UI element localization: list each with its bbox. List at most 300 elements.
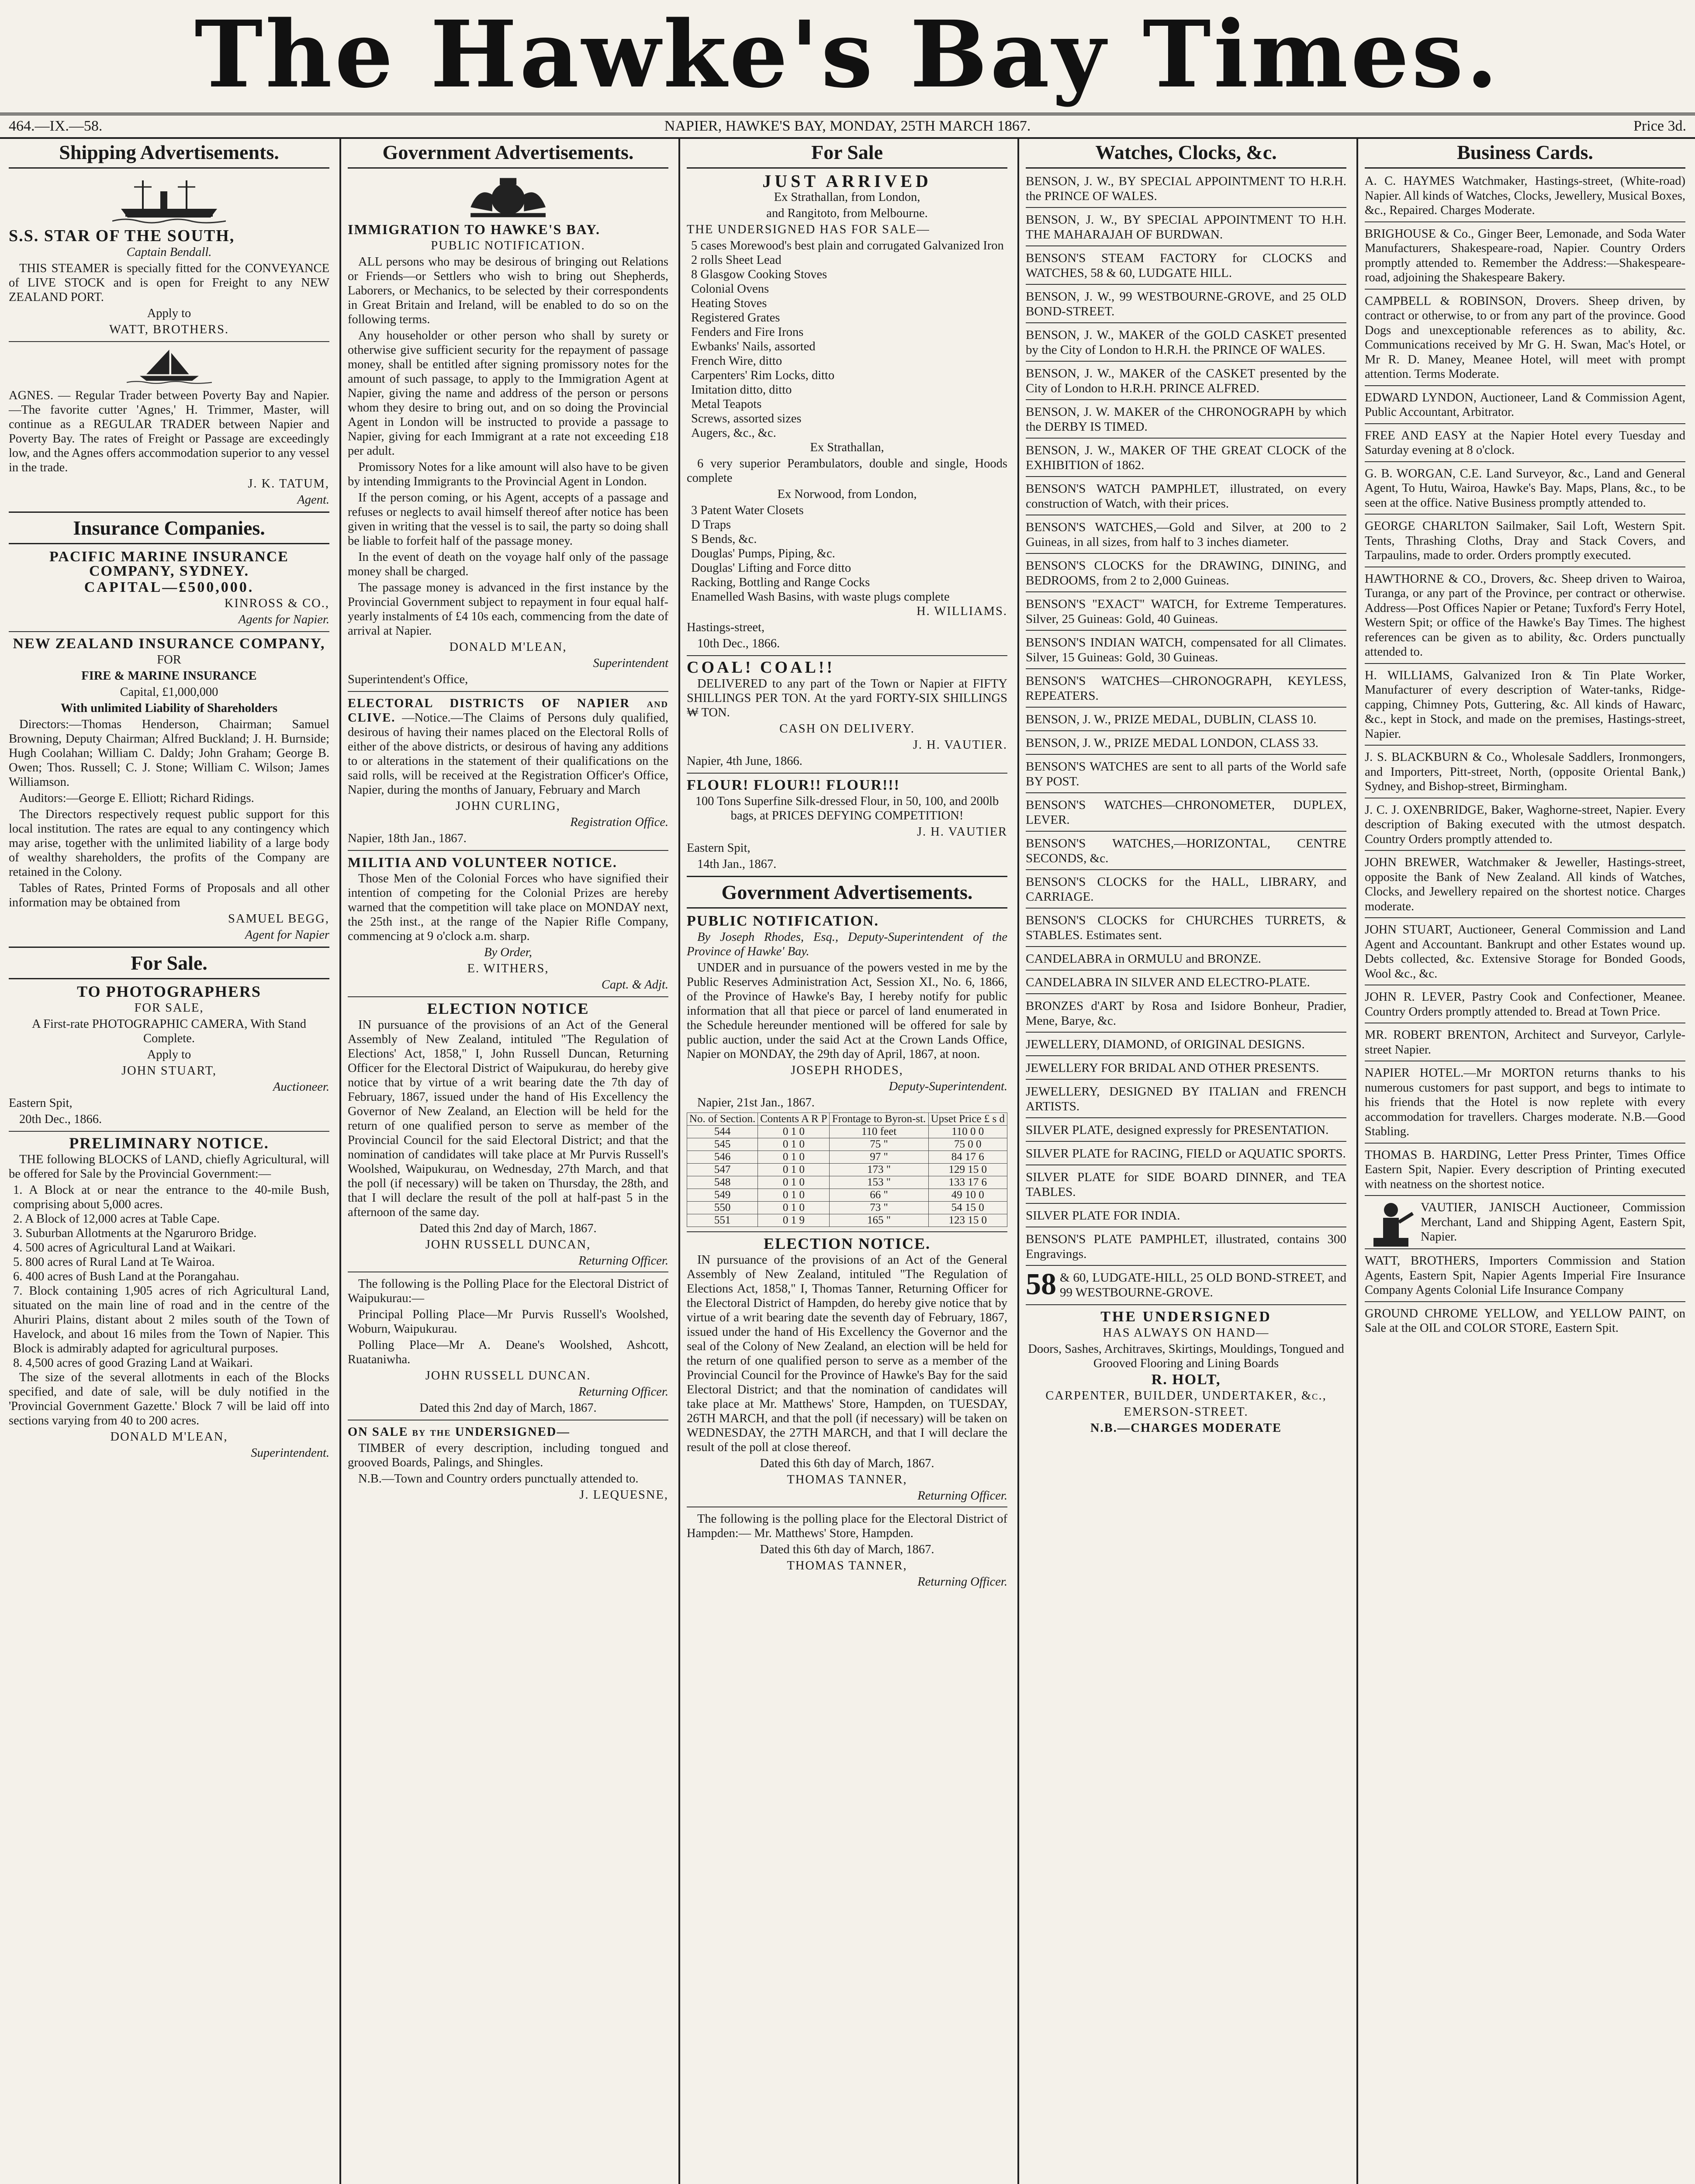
list-item: THOMAS B. HARDING, Letter Press Printer, Times Office Eastern Spit, Napier. Every description of Printing executed with neatness on the shortest notice. — [1365, 1148, 1685, 1191]
ad-byline: By Joseph Rhodes, Esq., Deputy-Superintendent of the Province of Hawke' Bay. — [687, 930, 1007, 958]
divider — [687, 773, 1007, 774]
list-item: 5 cases Morewood's best plain and corrugated Galvanized Iron — [691, 239, 1004, 252]
table-cell: 129 15 0 — [928, 1164, 1007, 1176]
newspaper-title: The Hawke's Bay Times. — [194, 0, 1501, 108]
list-item: 1. A Block at or near the entrance to the 40-mile Bush, comprising about 5,000 acres. — [13, 1183, 329, 1211]
list-item: WATT, BROTHERS, Importers Commission and Station Agents, Eastern Spit, Napier Agents Imperial Fire Insurance Company Agents Colonial Life Insurance Company — [1365, 1254, 1685, 1297]
ad-line: With unlimited Liability of Shareholders — [60, 702, 278, 715]
list-item: BENSON'S WATCHES are sent to all parts of the World safe BY POST. — [1026, 760, 1346, 788]
table-cell: 73 " — [830, 1202, 928, 1214]
divider — [9, 1131, 329, 1132]
table-cell: 547 — [687, 1164, 758, 1176]
list-item: BRIGHOUSE & Co., Ginger Beer, Lemonade, and Soda Water Manufacturers, Shakespeare-road, Napier. Country Orders promptly attended to. Remember the Address:—Shakespeare-road, adjoining the Shakespeare Bakery. — [1365, 227, 1685, 284]
list-item: 8 Glasgow Cooking Stoves — [691, 268, 827, 281]
ad-line: Capital, £1,000,000 — [120, 685, 218, 699]
ad-line: By Order, — [484, 946, 532, 959]
table-cell: 0 1 0 — [758, 1138, 830, 1151]
ad-title: COAL! COAL!! — [687, 658, 835, 677]
divider — [348, 850, 668, 851]
ad-signature-role: Registration Office. — [570, 816, 668, 829]
ad-signature: H. WILLIAMS. — [917, 605, 1007, 618]
ad-timber-sale — [348, 1425, 668, 1502]
ad-body: —Notice.—The Claims of Persons duly qualified, desirous of having their names placed on the Electoral Rolls of either of the above districts, or desirous of having any additions to or alterations in the statement of their qualifications on the said rolls, will be received at the Registration Officer's Office, Napier, during the months of January, February and March — [348, 711, 668, 797]
issue-number: 464.—IX.—58. — [9, 118, 103, 134]
table-cell: 49 10 0 — [928, 1189, 1007, 1202]
ad-trade: CARPENTER, BUILDER, UNDERTAKER, &c., — [1045, 1389, 1327, 1403]
ad-line: FOR — [157, 653, 181, 667]
ad-signature: J. K. TATUM, — [248, 477, 329, 491]
list-item: 4. 500 acres of Agricultural Land at Waikari. — [13, 1241, 236, 1254]
ad-line: and Rangitoto, from Melbourne. — [766, 207, 928, 220]
ad-signature-role: Superintendent. — [251, 1446, 329, 1460]
divider — [687, 1231, 1007, 1232]
column-shipping — [3, 139, 336, 2184]
list-item: Enamelled Wash Basins, with waste plugs complete — [691, 590, 950, 604]
ad-signature: JOHN RUSSELL DUNCAN. — [425, 1369, 591, 1382]
ad-signature: DONALD M'LEAN, — [449, 640, 567, 654]
table-cell: 110 0 0 — [928, 1126, 1007, 1138]
table-header-row — [687, 1113, 1007, 1126]
list-item: J. S. BLACKBURN & Co., Wholesale Saddlers, Ironmongers, and Importers, Pitt-street, North, (opposite Oriental Bank,) Sydney, and Bishop-street, Birmingham. — [1365, 750, 1685, 793]
list-item: CAMPBELL & ROBINSON, Drovers. Sheep driven, by contract or otherwise, to or from any part of the province. Good Dogs and unexceptionable references as to ability, &c. Communications received by Mr G. H. Swan, Mac's Hotel, or Mr R. D. Maney, Meanee Hotel, will meet with prompt attention. Terms Moderate. — [1365, 294, 1685, 381]
ad-signature: KINROSS & CO., — [224, 597, 329, 610]
ad-signature: E. WITHERS, — [467, 962, 549, 975]
ad-body: IN pursuance of the provisions of an Act of the General Assembly of New Zealand, intituled "The Regulation of Elections' Act, 1858," I, John Russell Duncan, Returning Officer for the Electoral District of Waipukurau, do hereby give notice that by virtue of a writ bearing date the 7th day of February, 1867, issued under the hand of His Excellency the Governor of New Zealand, an Election will be held for the return of one qualified person to serve as member of the Provincial Council for the said Electoral District; and that the nomination of candidates will take place at Mr Purvis Russell's Woolshed, Waipukurau, on Wednesday, 27th March, and that the poll (if necessary) will be taken on Thursday, the 28th, and that I will declare the result of the poll at half-past 5 in the afternoon of the same day. — [348, 1018, 668, 1219]
list-item: SILVER PLATE for RACING, FIELD or AQUATIC SPORTS. — [1026, 1147, 1346, 1161]
address-number: 58 — [1026, 1270, 1056, 1300]
table-row — [687, 1176, 1007, 1189]
table-header: No. of Section. — [687, 1113, 758, 1126]
land-blocks-list — [9, 1183, 329, 1370]
table-cell: 165 " — [830, 1214, 928, 1227]
section-header-watches: Watches, Clocks, &c. — [1026, 139, 1346, 169]
ad-body: THE following BLOCKS of LAND, chiefly Agricultural, will be offered for Sale by the Provincial Government:— — [9, 1153, 329, 1181]
ad-title: IMMIGRATION TO HAWKE'S BAY. — [348, 221, 600, 237]
ad-body: AGNES. — Regular Trader between Poverty Bay and Napier.—The favorite cutter 'Agnes,' H. Trimmer, Master, will continue as a REGULAR TRADER between Napier and Poverty Bay. The rates of Freight or Passage are exceedingly low, and the Agnes offers accommodation superior to any vessel in the trade. — [9, 389, 329, 474]
ad-election-notice-waipukurau — [348, 1002, 668, 1415]
ad-line: Ex Strathallan, from London, — [774, 190, 920, 204]
table-cell: 97 " — [830, 1151, 928, 1164]
ad-body: The following is the polling place for the Electoral District of Hampden:— Mr. Matthews' Store, Hampden. — [687, 1512, 1007, 1540]
table-cell: 153 " — [830, 1176, 928, 1189]
table-cell: 546 — [687, 1151, 758, 1164]
column-government — [342, 139, 675, 2184]
ad-date: Dated this 6th day of March, 1867. — [760, 1543, 934, 1556]
list-item: BENSON'S CLOCKS for the DRAWING, DINING, and BEDROOMS, from 2 to 2,000 Guineas. — [1026, 559, 1346, 587]
ad-date: 14th Jan., 1867. — [697, 857, 777, 871]
column-rule — [1356, 139, 1358, 2184]
ad-signature: THOMAS TANNER, — [787, 1473, 907, 1486]
ad-body: UNDER and in pursuance of the powers vested in me by the Public Reserves Administration Act, Session XI., No. 6, 1866, of the Province of Hawke's Bay, I hereby notify for public information that all that piece or parcel of land enumerated in the Schedule hereunder mentioned will be offered for sale by public auction, under the said Act at the Crown Lands Office, Napier on MONDAY, the 29th day of April, 1867, at noon. — [687, 961, 1007, 1061]
ad-body: N.B.—Town and Country orders punctually attended to. — [358, 1472, 639, 1486]
section-header-for-sale: For Sale. — [9, 947, 329, 979]
table-header: Frontage to Byron-st. — [830, 1113, 928, 1126]
ad-body: The passage money is advanced in the first instance by the Provincial Government subject to repayment in four equal half-yearly instalments of £4 10s each, commencing from the date of arrival at Napier. — [348, 581, 668, 638]
ad-body: IN pursuance of the provisions of an Act of the General Assembly of New Zealand, intituled "The Regulation of Elections Act, 1858," I, Thomas Tanner, Returning Officer for the Electoral District of Hampden, do hereby give notice that by virtue of a writ bearing date the seventh day of February, 1867, issued under the hand of His Excellency the Governor and the seal of the Colony of New Zealand, an election will be held for the return of one qualified person to serve as a member of the Provincial Council for the Province of Hawke's Bay for the said Electoral District; and that the nomination of candidates will take place at Mr. Matthews' Store, Hampden, on TUESDAY, 26TH MARCH, and that the poll (if necessary) will be taken on WEDNESDAY, the 27TH MARCH, and that I will declare the result of the poll at close thereof. — [687, 1253, 1007, 1454]
ad-title: JUST ARRIVED — [762, 171, 932, 191]
table-cell: 0 1 0 — [758, 1151, 830, 1164]
list-item: 2 rolls Sheet Lead — [691, 253, 782, 267]
ad-line: THE UNDERSIGNED HAS FOR SALE— — [687, 223, 930, 236]
sections-table — [687, 1113, 1007, 1227]
ad-line: 6 very superior Perambulators, double and single, Hoods complete — [687, 457, 1007, 485]
list-item: 3. Suburban Allotments at the Ngaruroro Bridge. — [13, 1227, 257, 1240]
ad-signature-role: Returning Officer. — [578, 1254, 668, 1268]
ad-address: EMERSON-STREET. — [1124, 1405, 1249, 1419]
list-item: BENSON'S "EXACT" WATCH, for Extreme Temperatures. Silver, 25 Guineas: Gold, 40 Guineas. — [1026, 597, 1346, 626]
list-item: H. WILLIAMS, Galvanized Iron & Tin Plate Worker, Manufacturer of every description of Water-tanks, Ridge-capping, Chimney Pots, Guttering, &c. All kinds of Hawarc, &c., kept in Stock, and made on the premises, Hastings-street, Napier. — [1365, 668, 1685, 741]
address-text: & 60, LUDGATE-HILL, 25 OLD BOND-STREET, and 99 WESTBOURNE-GROVE. — [1060, 1271, 1346, 1299]
table-row — [687, 1202, 1007, 1214]
ad-holt — [1026, 1310, 1346, 1435]
ad-title: THE UNDERSIGNED — [1100, 1309, 1272, 1325]
list-item: Douglas' Lifting and Force ditto — [691, 561, 851, 575]
ad-militia-notice — [348, 855, 668, 992]
list-item: BENSON'S INDIAN WATCH, compensated for all Climates. Silver, 15 Guineas: Gold, 30 Guineas. — [1026, 636, 1346, 664]
list-item: 2. A Block of 12,000 acres at Table Cape. — [13, 1212, 220, 1226]
divider — [687, 655, 1007, 656]
table-row — [687, 1214, 1007, 1227]
table-cell: 123 15 0 — [928, 1214, 1007, 1227]
list-item: BENSON'S STEAM FACTORY for CLOCKS and WATCHES, 58 & 60, LUDGATE HILL. — [1026, 251, 1346, 280]
ad-date: Napier, 21st Jan., 1867. — [697, 1096, 815, 1109]
ad-date: 10th Dec., 1866. — [697, 637, 780, 650]
section-header-insurance: Insurance Companies. — [9, 511, 329, 544]
ad-title: NEW ZEALAND INSURANCE COMPANY, — [13, 636, 325, 652]
list-item: BENSON, J. W., MAKER of the GOLD CASKET presented by the City of London to H.R.H. the PRINCE OF WALES. — [1026, 328, 1346, 357]
ad-line: Ex Strathallan, — [810, 441, 884, 454]
ad-signature: SAMUEL BEGG, — [228, 912, 329, 926]
ad-body: Promissory Notes for a like amount will also have to be given by intending Immigrants to the Provincial Agent in London. — [348, 460, 668, 488]
list-item: BENSON, J. W., BY SPECIAL APPOINTMENT TO H.H. THE MAHARAJAH OF BURDWAN. — [1026, 213, 1346, 242]
list-item: SILVER PLATE for SIDE BOARD DINNER, and TEA TABLES. — [1026, 1170, 1346, 1199]
list-item: 5. 800 acres of Rural Land at Te Wairoa. — [13, 1255, 215, 1269]
ad-signature-role: Capt. & Adjt. — [601, 978, 668, 992]
ad-body: Polling Place—Mr A. Deane's Woolshed, Ashcott, Ruataniwha. — [348, 1338, 668, 1366]
list-item: G. B. WORGAN, C.E. Land Surveyor, &c., Land and General Agent, To Hutu, Wairoa, Hawke's Bay. Maps, Plans, &c., to be seen at the office. Native Business promptly attended to. — [1365, 467, 1685, 510]
ad-apply: Apply to — [147, 307, 191, 320]
ad-capital: CAPITAL—£500,000. — [84, 579, 254, 595]
ad-title: S.S. STAR OF THE SOUTH, — [9, 227, 235, 245]
ad-signature: THOMAS TANNER, — [787, 1559, 907, 1572]
business-cards — [1365, 174, 1685, 1336]
table-cell: 0 1 0 — [758, 1176, 830, 1189]
list-item: BENSON'S CLOCKS for the HALL, LIBRARY, and CARRIAGE. — [1026, 875, 1346, 904]
table-row — [687, 1126, 1007, 1138]
ad-place: Eastern Spit, — [9, 1096, 73, 1110]
list-item: BENSON'S CLOCKS for CHURCHES TURRETS, & STABLES. Estimates sent. — [1026, 913, 1346, 942]
list-item: BENSON'S WATCHES—CHRONOGRAPH, KEYLESS, REPEATERS. — [1026, 674, 1346, 703]
table-cell: 549 — [687, 1189, 758, 1202]
table-cell: 75 0 0 — [928, 1138, 1007, 1151]
ad-just-arrived — [687, 171, 1007, 651]
ad-agnes — [9, 388, 329, 507]
ad-pacific-marine — [9, 549, 329, 627]
ad-subtitle: PUBLIC NOTIFICATION. — [431, 239, 585, 252]
list-item: BENSON, J. W., MAKER OF THE GREAT CLOCK of the EXHIBITION of 1862. — [1026, 443, 1346, 472]
ad-signature: J. H. VAUTIER. — [913, 738, 1007, 752]
column-rule — [339, 139, 341, 2184]
ad-signature-role: Superintendent — [593, 657, 668, 670]
divider — [348, 996, 668, 997]
list-item: GROUND CHROME YELLOW, and YELLOW PAINT, on Sale at the OIL and COLOR STORE, Eastern Spit. — [1365, 1306, 1685, 1335]
table-cell: 550 — [687, 1202, 758, 1214]
list-item: JEWELLERY, DESIGNED BY ITALIAN and FRENCH ARTISTS. — [1026, 1085, 1346, 1113]
list-item: FREE AND EASY at the Napier Hotel every Tuesday and Saturday evening at 8 o'clock. — [1365, 429, 1685, 457]
ad-place: Eastern Spit, — [687, 841, 751, 855]
ad-body: THIS STEAMER is specially fitted for the CONVEYANCE of LIVE STOCK and is open for Freight to any NEW ZEALAND PORT. — [9, 262, 329, 304]
list-item: SILVER PLATE FOR INDIA. — [1026, 1209, 1180, 1223]
list-item: D Traps — [691, 518, 731, 532]
section-header-for-sale: For Sale — [687, 139, 1007, 169]
ad-star-of-the-south — [9, 229, 329, 337]
ad-body: The size of the several allotments in each of the Blocks specified, and date of sale, will be duly notified in the 'Provincial Government Gazette.' Block 7 will be laid off into sections varying from 40 to 200 acres. — [9, 1371, 329, 1427]
ad-place: Superintendent's Office, — [348, 673, 468, 686]
list-item: S Bends, &c. — [691, 532, 757, 546]
list-item: Imitation ditto, ditto — [691, 383, 792, 397]
list-item: CANDELABRA IN SILVER AND ELECTRO-PLATE. — [1026, 975, 1310, 989]
column-rule — [678, 139, 680, 2184]
list-item: Fenders and Fire Irons — [691, 325, 804, 339]
ad-coal — [687, 660, 1007, 768]
list-item: 8. 4,500 acres of good Grazing Land at Waikari. — [13, 1356, 253, 1370]
ad-new-zealand-insurance — [9, 636, 329, 942]
ad-date: Napier, 18th Jan., 1867. — [348, 832, 467, 845]
ad-photographers — [9, 985, 329, 1127]
ad-apply: Apply to — [147, 1048, 191, 1061]
list-item: French Wire, ditto — [691, 354, 782, 368]
watch-ads — [1026, 174, 1346, 1300]
list-item: CANDELABRA in ORMULU and BRONZE. — [1026, 952, 1261, 966]
list-item: Ewbanks' Nails, assorted — [691, 340, 816, 353]
list-item: Screws, assorted sizes — [691, 412, 802, 425]
ad-body: DELIVERED to any part of the Town or Napier at FIFTY SHILLINGS PER TON. At the yard FORTY-SIX SHILLINGS ₩ TON. — [687, 677, 1007, 719]
ad-title: ON SALE by the UNDERSIGNED— — [348, 1425, 570, 1439]
ad-subtitle: Captain Bendall. — [126, 245, 212, 259]
list-item: JOHN STUART, Auctioneer, General Commission and Land Agent and Accountant. Bankrupt and other Estates wound up. Debts collected, &c. Extensive Storage for Bonded Goods, Wool &c., &c. — [1365, 923, 1685, 981]
table-cell: 545 — [687, 1138, 758, 1151]
ad-auditors: Auditors:—George E. Elliott; Richard Ridings. — [19, 791, 254, 805]
ad-date: Dated this 6th day of March, 1867. — [760, 1457, 934, 1470]
table-cell: 0 1 0 — [758, 1202, 830, 1214]
ad-line: FIRE & MARINE INSURANCE — [81, 669, 257, 683]
ad-immigration — [348, 222, 668, 687]
list-item: VAUTIER, JANISCH Auctioneer, Commission Merchant, Land and Shipping Agent, Eastern Spit, Napier. — [1421, 1201, 1685, 1244]
list-item: SILVER PLATE, designed expressly for PRESENTATION. — [1026, 1123, 1329, 1137]
ad-signature: R. HOLT, — [1151, 1372, 1221, 1388]
list-item: BRONZES d'ART by Rosa and Isidore Bonheur, Pradier, Mene, Barye, &c. — [1026, 999, 1346, 1028]
ad-signature: JOSEPH RHODES, — [791, 1064, 903, 1077]
ad-signature-role: Deputy-Superintendent. — [889, 1080, 1007, 1093]
ad-signature: JOHN STUART, — [121, 1064, 217, 1078]
ad-preliminary-notice — [9, 1136, 329, 1460]
table-row — [687, 1138, 1007, 1151]
list-item: Racking, Bottling and Range Cocks — [691, 576, 870, 589]
ad-title: PUBLIC NOTIFICATION. — [687, 913, 879, 929]
masthead — [0, 0, 1695, 109]
list-item: BENSON'S WATCHES—CHRONOMETER, DUPLEX, LEVER. — [1026, 798, 1346, 827]
list-item: 3 Patent Water Closets — [691, 504, 804, 517]
list-item: JEWELLERY, DIAMOND, of ORIGINAL DESIGNS. — [1026, 1037, 1305, 1051]
list-item: BENSON'S PLATE PAMPHLET, illustrated, contains 300 Engravings. — [1026, 1232, 1346, 1261]
ad-signature: J. LEQUESNE, — [579, 1488, 668, 1502]
issue-date: NAPIER, HAWKE'S BAY, MONDAY, 25TH MARCH 1867. — [664, 118, 1031, 134]
ad-date: Dated this 2nd day of March, 1867. — [419, 1401, 597, 1415]
section-header-shipping: Shipping Advertisements. — [9, 139, 329, 169]
list-item: Heating Stoves — [691, 297, 767, 310]
goods-list — [687, 503, 1007, 604]
ad-body: The Directors respectively request public support for this local institution. The rates are equal to any contingency which may arise, together with the unlimited liability of a large body of wealthy shareholders, the profits of the Company are retained in the Colony. — [9, 808, 329, 879]
ad-line: FOR SALE, — [134, 1001, 204, 1015]
list-item: JOHN BREWER, Watchmaker & Jeweller, Hastings-street, opposite the Bank of New Zealand. All kinds of Watches, Clocks, and Jewellery repaired on the shortest notice. Charges moderate. — [1365, 856, 1685, 913]
divider — [9, 341, 329, 342]
price: Price 3d. — [1633, 118, 1686, 134]
list-item: Augers, &c., &c. — [691, 426, 776, 440]
table-row — [687, 1189, 1007, 1202]
list-item: BENSON'S WATCHES,—Gold and Silver, at 200 to 2 Guineas, in all sizes, from half to 3 inches diameter. — [1026, 520, 1346, 549]
table-cell: 548 — [687, 1176, 758, 1189]
list-item: 6. 400 acres of Bush Land at the Porangahau. — [13, 1270, 239, 1283]
list-item: Douglas' Pumps, Piping, &c. — [691, 547, 835, 560]
list-item: BENSON, J. W., 99 WESTBOURNE-GROVE, and 25 OLD BOND-STREET. — [1026, 290, 1346, 318]
ad-body: Tables of Rates, Printed Forms of Proposals and all other information may be obtained from — [9, 881, 329, 909]
ad-subtitle: HAS ALWAYS ON HAND— — [1103, 1326, 1270, 1340]
ad-note: N.B.—CHARGES MODERATE — [1090, 1421, 1282, 1435]
list-item: HAWTHORNE & CO., Drovers, &c. Sheep driven to Wairoa, Turanga, or any part of the Province, per contract or otherwise. Address—Post Offices Napier or Petane; Tuxford's Ferry Hotel, Western Spit; or office of the Hawke's Bay Times. The highest references can be given as to ability, &c. Orders punctually attended to. — [1365, 572, 1685, 659]
ad-body: The following is the Polling Place for the Electoral District of Waipukurau:— — [348, 1277, 668, 1305]
list-item: A. C. HAYMES Watchmaker, Hastings-street, (White-road) Napier. All kinds of Watches, Clocks, Jewellery, Musical Boxes, &c., Repaired. Charges Moderate. — [1365, 174, 1685, 217]
table-cell: 0 1 0 — [758, 1189, 830, 1202]
ad-date: 20th Dec., 1866. — [19, 1113, 102, 1126]
divider — [1026, 1304, 1346, 1305]
list-item: Registered Grates — [691, 311, 780, 325]
ad-date: Napier, 4th June, 1866. — [687, 754, 803, 768]
ad-signature: J. H. VAUTIER — [917, 825, 1007, 839]
sailboat-icon — [127, 346, 212, 386]
ad-title: MILITIA AND VOLUNTEER NOTICE. — [348, 854, 617, 870]
list-item: BENSON, J. W., BY SPECIAL APPOINTMENT TO H.R.H. the PRINCE OF WALES. — [1026, 174, 1346, 203]
table-cell: 66 " — [830, 1189, 928, 1202]
ad-title: ELECTION NOTICE — [427, 1000, 589, 1017]
ad-body: Principal Polling Place—Mr Purvis Russell's Woolshed, Woburn, Waipukurau. — [348, 1308, 668, 1336]
table-row — [687, 1151, 1007, 1164]
table-cell: 54 15 0 — [928, 1202, 1007, 1214]
table-cell: 0 1 0 — [758, 1164, 830, 1176]
ad-body: ALL persons who may be desirous of bringing out Relations or Friends—or Settlers who wish to bring out Shepherds, Laborers, or Mechanics, to be selected by their correspondents in Great Britain and Ireland, will be enabled to do so on the following terms. — [348, 255, 668, 326]
divider — [348, 691, 668, 692]
ad-signature-role: Returning Officer. — [917, 1489, 1007, 1503]
steamship-icon — [112, 174, 226, 226]
ad-body: In the event of death on the voyage half only of the passage money shall be charged. — [348, 550, 668, 578]
section-header-government: Government Advertisements. — [687, 876, 1007, 909]
table-cell: 110 feet — [830, 1126, 928, 1138]
list-item: BENSON, J. W., PRIZE MEDAL, DUBLIN, CLASS 10. — [1026, 712, 1317, 726]
list-item: BENSON, J. W., PRIZE MEDAL LONDON, CLASS 33. — [1026, 736, 1319, 750]
table-header: Upset Price £ s d — [928, 1113, 1007, 1126]
ad-public-notification — [687, 914, 1007, 1227]
table-cell: 133 17 6 — [928, 1176, 1007, 1189]
ad-line: Ex Norwood, from London, — [777, 487, 917, 501]
column-rule — [1017, 139, 1019, 2184]
auctioneer-figure-icon — [1365, 1200, 1417, 1248]
ad-signature-role: Agent. — [297, 493, 329, 507]
ad-signature: DONALD M'LEAN, — [110, 1430, 228, 1444]
list-item: JOHN R. LEVER, Pastry Cook and Confectioner, Meanee. Country Orders promptly attended to. Bread at Town Price. — [1365, 990, 1685, 1019]
table-row — [687, 1164, 1007, 1176]
ad-line: CASH ON DELIVERY. — [779, 722, 915, 736]
ad-election-notice-hampden — [687, 1237, 1007, 1589]
list-item: BENSON, J. W. MAKER of the CHRONOGRAPH by which the DERBY IS TIMED. — [1026, 405, 1346, 434]
ad-title: TO PHOTOGRAPHERS — [77, 983, 261, 1000]
list-item: Colonial Ovens — [691, 282, 769, 296]
list-item: NAPIER HOTEL.—Mr MORTON returns thanks to his numerous customers for past support, and begs to intimate to his friends that the Hotel is now replete with every accommodation for travellers. Charges moderate. N.B.—Good Stabling. — [1365, 1066, 1685, 1138]
section-header-business: Business Cards. — [1365, 139, 1685, 169]
list-item: 7. Block containing 1,905 acres of rich Agricultural Land, situated on the main line of road and in the centre of the Ahuriri Plains, distant about 2 miles south of the Town of Havelock, and about 16 miles from the Town of Napier. This Block is admirably adapted for agricultural purposes. — [13, 1284, 329, 1355]
ad-title: PACIFIC MARINE INSURANCE COMPANY, SYDNEY. — [49, 549, 289, 579]
royal-arms-icon — [454, 174, 562, 220]
ad-place: Hastings-street, — [687, 621, 765, 634]
table-cell: 84 17 6 — [928, 1151, 1007, 1164]
ad-signature-role: Returning Officer. — [578, 1385, 668, 1399]
table-cell: 0 1 9 — [758, 1214, 830, 1227]
ad-signature: JOHN CURLING, — [456, 799, 560, 813]
table-cell: 0 1 0 — [758, 1126, 830, 1138]
ad-signature: WATT, BROTHERS. — [109, 323, 229, 336]
ad-body: Doors, Sashes, Architraves, Skirtings, Mouldings, Tongued and Grooved Flooring and Lining Boards — [1028, 1342, 1344, 1370]
divider — [9, 631, 329, 632]
ad-title: ELECTION NOTICE. — [763, 1235, 931, 1252]
list-item: Metal Teapots — [691, 397, 762, 411]
column-watches — [1020, 139, 1353, 2184]
table-cell: 173 " — [830, 1164, 928, 1176]
ad-signature-role: Agents for Napier. — [238, 613, 329, 626]
ad-body: 100 Tons Superfine Silk-dressed Flour, in 50, 100, and 200lb bags, at PRICES DEFYING COMPETITION! — [695, 795, 999, 822]
column-business-cards — [1359, 139, 1692, 2184]
ad-title: FLOUR! FLOUR!! FLOUR!!! — [687, 777, 900, 793]
list-item: BENSON'S WATCH PAMPHLET, illustrated, on every construction of Watch, with their prices. — [1026, 482, 1346, 511]
section-header-government: Government Advertisements. — [348, 139, 668, 169]
list-item: J. C. J. OXENBRIDGE, Baker, Waghorne-street, Napier. Every description of Baking executed with the utmost despatch. Country Orders promptly attended to. — [1365, 803, 1685, 846]
table-cell: 75 " — [830, 1138, 928, 1151]
table-cell: 551 — [687, 1214, 758, 1227]
ad-signature-role: Agent for Napier — [245, 928, 329, 942]
table-cell: 544 — [687, 1126, 758, 1138]
ad-body: A First-rate PHOTOGRAPHIC CAMERA, With Stand Complete. — [31, 1017, 306, 1045]
ad-body: If the person coming, or his Agent, accepts of a passage and refuses or neglects to avail himself thereof after notice has been given in writing that the vessel is to sail, the party so doing shall be liable to forfeit half of the passage money. — [348, 491, 668, 548]
list-item: JEWELLERY FOR BRIDAL AND OTHER PRESENTS. — [1026, 1061, 1319, 1075]
list-item: BENSON, J. W., MAKER of the CASKET presented by the City of London to H.R.H. PRINCE ALFRED. — [1026, 366, 1346, 395]
ad-title: PRELIMINARY NOTICE. — [69, 1134, 269, 1152]
list-item: BENSON'S WATCHES,—HORIZONTAL, CENTRE SECONDS, &c. — [1026, 836, 1346, 865]
ad-body: Those Men of the Colonial Forces who have signified their intention of competing for the Colonial Prizes are hereby warned that the competition will take place on MONDAY next, the 25th inst., at the range of the Napier Rifle Company, commencing at 9 o'clock a.m. sharp. — [348, 872, 668, 943]
ad-signature-role: Returning Officer. — [917, 1575, 1007, 1589]
ad-directors: Directors:—Thomas Henderson, Chairman; Samuel Browning, Deputy Chairman; Alfred Buckland; J. H. Burnside; Hugh Coolahan; William C. Daldy; John Graham; George B. Owen; Thos. Russell; C. J. Stone; William C. Wilson; James Williamson. — [9, 718, 329, 789]
column-for-sale — [681, 139, 1014, 2184]
ad-date: Dated this 2nd day of March, 1867. — [419, 1222, 597, 1235]
ad-electoral-districts — [348, 696, 668, 846]
ad-signature-role: Auctioneer. — [273, 1080, 329, 1094]
ad-body: Any householder or other person who shall by surety or otherwise give sufficient security for the repayment of passage money, shall be entitled after signing promissory notes for the amount of such passage, to apply to the Immigration Agent at Napier, giving the name and address of the person or persons whom they desire to bring out, and on so doing the Provincial Agent in London will be instructed to provide a passage to Napier, giving for each Immigrant at a rate not exceeding £18 per adult. — [348, 329, 668, 458]
list-item: EDWARD LYNDON, Auctioneer, Land & Commission Agent, Public Accountant, Arbitrator. — [1365, 390, 1685, 419]
ad-flour — [687, 778, 1007, 871]
ad-body: TIMBER of every description, including tongued and grooved Boards, Palings, and Shingles. — [348, 1441, 668, 1469]
ad-signature: JOHN RUSSELL DUNCAN, — [425, 1238, 591, 1251]
ad-title: ELECTORAL DISTRICTS OF NAPIER and CLIVE. — [348, 697, 668, 725]
list-item: GEORGE CHARLTON Sailmaker, Sail Loft, Western Spit. Tents, Thrashing Cloths, Dray and Stack Covers, and Tarpaulins, made to order. Orders promptly executed. — [1365, 519, 1685, 562]
dateline — [0, 113, 1695, 139]
table-header: Contents A R P — [758, 1113, 830, 1126]
list-item: MR. ROBERT BRENTON, Architect and Surveyor, Carlyle-street Napier. — [1365, 1028, 1685, 1057]
